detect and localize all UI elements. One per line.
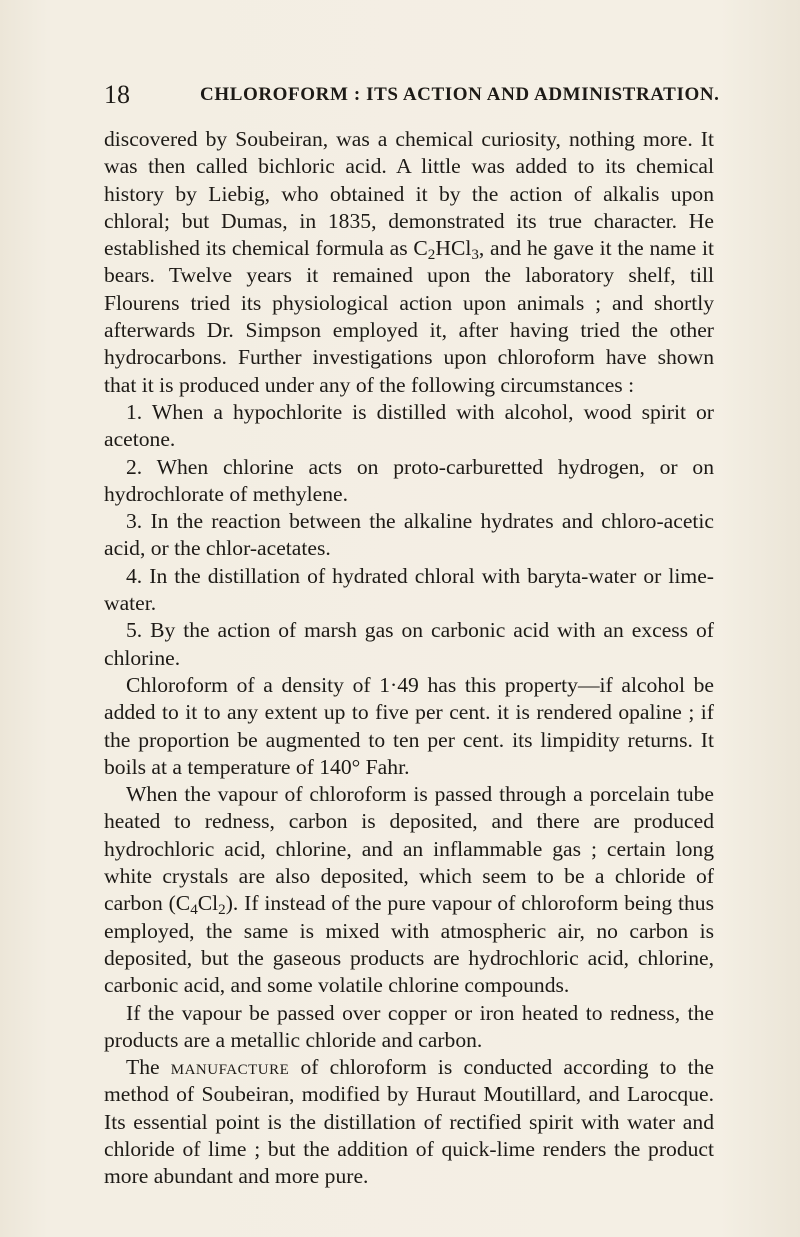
list-item-5: 5. By the action of marsh gas on carbonic acid with an excess of chlorine.	[104, 618, 714, 670]
list-item-2: 2. When chlorine acts on proto-carburetted hydrogen, or on hydrochlorate of methylene.	[104, 454, 714, 506]
paragraph-density: Chloroform of a density of 1·49 has this property—if alcohol be added to it to any extent up to five per cent. it is rendered opaline ; if the proportion be augmented to ten per cent. its limpidity returns. It boils at a temperature of 140° Fahr.	[104, 672, 714, 779]
paragraph-vapour: When the vapour of chloroform is passed through a porcelain tube heated to redness, carbon is deposited, and there are produced hydrochloric acid, chlorine, and an inflammable gas ; certain long white crystals are also deposited, which seem to be a chloride of carbon $(C_4Cl_2)$. If instead of the pure vapour of chloroform being thus employed, the same is mixed with atmospheric air, no carbon is deposited, but the gaseous products are hydrochloric acid, chlorine, carbonic acid, and some volatile chlorine compounds.	[104, 782, 714, 998]
formula-chloroform: $C_2HCl_3$	[413, 236, 479, 263]
running-head	[0, 78, 800, 112]
running-title: CHLOROFORM : ITS ACTION AND ADMINISTRATION.	[200, 84, 720, 105]
body-text	[104, 126, 714, 1191]
formula-chloride-of-carbon: $C_4Cl_2$	[175, 891, 226, 919]
paragraph-manufacture: The manufacture of chloroform is conducted according to the method of Soubeiran, modified by Huraut Moutillard, and Larocque. Its essential point is the distillation of rectified spirit with water and chloride of lime ; but the addition of quick-lime renders the product more abundant and more pure.	[104, 1055, 714, 1189]
list-item-4: 4. In the distillation of hydrated chloral with baryta-water or lime-water.	[104, 563, 714, 616]
paragraph-1: discovered by Soubeiran, was a chemical curiosity, nothing more. It was then called bichloric acid. A little was added to its chemical history by Liebig, who obtained it by the action of alkalis upon chloral; but Dumas, in 1835, demonstrated its true character. He established its chemical formula as $C_2HCl_3$, and he gave it the name it bears. Twelve years it remained upon the laboratory shelf, till Flourens tried its physiological action upon animals ; and shortly afterwards Dr. Simpson employed it, after having tried the other hydrocarbons. Further investigations upon chloroform have shown that it is produced under any of the following circumstances :	[104, 127, 714, 397]
paragraph-copper: If the vapour be passed over copper or iron heated to redness, the products are a metallic chloride and carbon.	[104, 1000, 714, 1052]
list-item-3: 3. In the reaction between the alkaline hydrates and chloro-acetic acid, or the chlor-acetates.	[104, 509, 714, 561]
list-item-1: 1. When a hypochlorite is distilled with alcohol, wood spirit or acetone.	[104, 399, 714, 452]
page-number: 18	[104, 80, 130, 109]
